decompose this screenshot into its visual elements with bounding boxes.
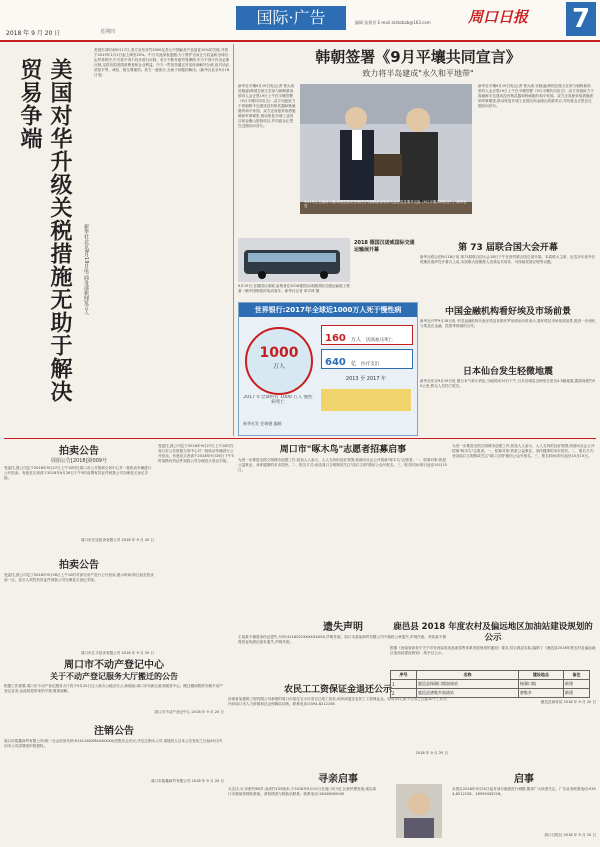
korea-body-left: 新华社平壤9月19日电(记者 程大雨 吴晓凌)韩国总统文在寅与朝鲜最高领导人金正恩19日上午在平壤签署《9月平壤共同宣言》,双方同意致力于将朝鲜半岛建成没有核武器和核威胁的和平家园。双方还同意采取措施缓和军事紧张,推动恢复开城工业园区和金刚山旅游项目,并同意金正恩在近期访问首尔。 bbox=[238, 84, 296, 128]
vertical-divider bbox=[233, 44, 234, 436]
missing-person-photo bbox=[396, 784, 442, 838]
realestate-body: 根据工作需要,周口市不动产登记服务大厅将于9月25日迁入新办公地点办公,新地址:周口市东新区政务服务中心。搬迁期间暂停办理不动产登记业务,由此给您带来的不便,敬请谅解。 bbox=[4, 684, 223, 693]
volunteer-title: 周口市"啄木鸟"志愿者招募启事 bbox=[279, 445, 407, 455]
cell: 1 bbox=[391, 680, 417, 689]
infographic bbox=[238, 302, 418, 436]
auction2-body: 受委托,我公司定于2018年9月28日上午10时对部分房产进行公开拍卖,展示时间:即日起至拍卖前一日。竞买人须凭有效证件到我公司办理竞买登记手续。 bbox=[4, 573, 154, 582]
stat2-label: 医疗支出 bbox=[361, 362, 380, 367]
bus-photo bbox=[238, 238, 350, 282]
forum-body: 新华社开罗9月18日电 中国金融机构代表在埃及首都开罗出席论坛时表示,看好埃及市场发展前景,愿进一步深化与埃及在金融、投资等领域的合作。 bbox=[420, 319, 596, 328]
forum-headline: 中国金融机构看好埃及市场前景 bbox=[444, 307, 571, 317]
luyi-title: 鹿邑县 2018 年度农村及偏远地区加油站建设规划的公示 bbox=[393, 622, 593, 643]
luyi-table bbox=[390, 670, 590, 698]
auction-continued: 受委托,我公司定于2018年9月27日上午10时在周口市公共资源交易中心对一批机动车辆进行公开拍卖。有意竞买者请于2018年9月26日下午5时前携有效证件到我公司办理竞买登记手续。 bbox=[158, 444, 234, 463]
auction2-ad bbox=[4, 556, 154, 654]
masthead: 周口日报 bbox=[468, 8, 529, 26]
stat2-unit: 亿 bbox=[350, 361, 356, 367]
auction2-title: 拍卖公告 bbox=[59, 560, 99, 571]
bus-caption: 2018 德国汉诺威国际交通运输展开幕 bbox=[354, 240, 415, 253]
notice-body: 本报自2018年9月20日起对部分版面进行调整,敬请广大读者关注。广告业务联系电话:0394-8212158、18939435216。 bbox=[452, 787, 596, 796]
realestate-footer: 周口市不动产登记中心 2018 年 9 月 20 日 bbox=[154, 710, 224, 714]
page-number: 7 bbox=[566, 2, 596, 36]
wages-body: 河南省某建筑工程有限公司承建的周口市某住宅小区项目已竣工验收,现申请退还农民工工资保证金。如有异议,请于公示之日起10个工作日内向周口市人力资源和社会保障局反映。联系电话:0394-8212158 bbox=[228, 697, 447, 706]
col-header: 名称 bbox=[417, 671, 519, 680]
korea-subhead: 致力将半岛建成"永久和平地带" bbox=[362, 69, 474, 78]
cell: 新建 bbox=[563, 680, 589, 689]
issue-weekday: 星期四 bbox=[100, 29, 116, 35]
forum-article bbox=[420, 302, 596, 360]
notice-title: 启事 bbox=[514, 774, 534, 785]
un-article bbox=[420, 238, 596, 300]
bus-body: 9月19日,在德国汉诺威,参观者在2018德国汉诺威国际交通运输展上观看一辆中国制造的电动客车。新华社记者 单宇琦 摄 bbox=[238, 284, 350, 293]
auction-ad bbox=[4, 442, 154, 552]
tariff-byline: 新华社北京9月19日电 商务部新闻发言人 bbox=[83, 224, 89, 316]
big-label: 2017 年全球约有 1000 万人 慢性病死亡 bbox=[243, 395, 313, 405]
luyi-table-header bbox=[391, 671, 590, 680]
auction-ref: 周拍公告[2018]第009号 bbox=[50, 458, 108, 464]
notice-ad bbox=[452, 770, 596, 842]
quake-headline: 日本仙台发生轻微地震 bbox=[462, 367, 553, 377]
cell: 鹿邑县唐集乡加油站 bbox=[417, 689, 519, 698]
un-body: 新华社联合国9月18日电 第73届联合国大会18日下午在纽约联合国总部开幕。本届联大主席、厄瓜多尔前外长埃斯皮诺萨在开幕式上说,本届联大将聚焦人类命运共同体、可持续发展议程等议题。 bbox=[420, 255, 596, 264]
tariff-headline: 美国对华升级关税措施无助于解决贸易争端 bbox=[17, 58, 72, 403]
issue-date: 2018 年 9 月 20 日 bbox=[6, 30, 61, 37]
table-row bbox=[391, 680, 590, 689]
stat1-value: 160 bbox=[325, 333, 346, 344]
section-rule bbox=[4, 438, 596, 439]
volunteer-body: 为进一步推进全国文明城市创建工作,营造人人参与、人人支持的良好氛围,现面向社会公开招募"啄木鸟"志愿者。一、招募对象:热爱公益事业、身体健康的本市居民。二、报名方式:登录周口文明网或关注"周口文明"微信公众号报名。三、报名时间:即日起至10月15日。 bbox=[238, 458, 447, 472]
auction-body: 受委托,我公司定于2018年9月27日上午10时在周口市公共资源交易中心对一批机动车辆进行公开拍卖。有意竞买者请于2018年9月26日下午5时前携有效证件到我公司办理竞买登记手续。 bbox=[4, 466, 152, 480]
cell: 2 bbox=[391, 689, 417, 698]
notice-footer: 周口日报社 2018 年 9 月 20 日 bbox=[544, 833, 596, 837]
right-ads-text: 为进一步推进全国文明城市创建工作,营造人人参与、人人支持的良好氛围,现面向社会公开招募"啄木鸟"志愿者。一、招募对象:热爱公益事业、身体健康的本市居民。二、报名方式:登录周口文明网或关注"周口文明"微信公众号报名。三、报名时间:即日起至10月15日。 bbox=[452, 444, 595, 458]
cancel-footer: 周口市铭鑫商贸有限公司 2018 年 9 月 20 日 bbox=[150, 779, 224, 783]
cell: 新建 bbox=[563, 689, 589, 698]
korea-article bbox=[238, 44, 596, 234]
tariff-body: 美国东部时间9月17日,美方宣布对约2000亿美元中国输美产品加征10%的关税,并将于2019年1月1日起上调至25%。中方对此深表遗憾,为了维护自身正当权益和全球自由贸易秩序,中方将不得不同步进行反制。美方不断升级贸易摩擦,中方不得不作出必要反制,这将有损美国消费者和企业利益。中方一贯坚持通过对话协商解决分歧,但对话必须是平等、诚信、相互尊重的。美方一意孤行,无助于问题的解决。(新华社北京9月18日电) bbox=[94, 48, 230, 77]
infographic-title: 世界银行:2017年全球近1000万人死于慢性病 bbox=[239, 303, 417, 317]
table-row bbox=[391, 689, 590, 698]
cell: 杨湖口镇 bbox=[518, 680, 563, 689]
search-ad bbox=[228, 770, 448, 842]
stat3-label: 2013 至 2017 年 bbox=[345, 376, 387, 382]
auction-title: 拍卖公告 bbox=[59, 446, 99, 457]
un-headline: 第 73 届联合国大会开幕 bbox=[458, 243, 558, 253]
stat1-label: 因高血压死亡 bbox=[366, 338, 394, 343]
editor-info: 编辑 张弼君 E-mail zkrbsbzb@163.com bbox=[355, 20, 431, 25]
quake-article bbox=[420, 362, 596, 434]
quake-body: 新华社东京9月19日电 据日本气象厅消息,当地时间19日下午,日本宫城县近海发生里氏4.5级地震,震源深度约50公里,暂无人员伤亡报告。 bbox=[420, 379, 595, 388]
cell: 唐集乡 bbox=[518, 689, 563, 698]
bus-news bbox=[238, 238, 350, 300]
summit-photo-caption: 9月19日,在朝鲜平壤,韩国总统文在寅(左)与朝鲜最高领导人金正恩签署并交换《9月平壤共同宣言》。新华社发 bbox=[304, 200, 467, 208]
infographic-big-circle bbox=[245, 327, 313, 395]
search-body: 无名氏,女,年龄约60岁,身高约155厘米,于2018年9月10日在周口市川汇区被民警发现,现由周口市救助管理站救助。请知情者与救助站联系。联系电话:18436009045 bbox=[228, 787, 377, 796]
page-header bbox=[0, 0, 600, 42]
wages-footer: 2018 年 9 月 20 日 bbox=[415, 751, 448, 755]
big-unit: 万人 bbox=[272, 363, 285, 370]
cell: 鹿邑县杨湖口镇加油站 bbox=[417, 680, 519, 689]
col-header: 备注 bbox=[563, 671, 589, 680]
section-title: 国际·广告 bbox=[236, 6, 346, 30]
col-header: 序号 bbox=[391, 671, 417, 680]
cancel-ad bbox=[4, 722, 224, 840]
stat2-value: 640 bbox=[325, 357, 346, 368]
cancel-body: 周口市铭鑫商贸有限公司(统一社会信用代码:91411602MA44KXXX)经股东会决议,决定注销本公司,请债权人自本公告发布之日起45日内向本公司清算组申报债权。 bbox=[4, 739, 222, 748]
luyi-ad bbox=[390, 622, 596, 764]
wages-title: 农民工工资保证金退还公示 bbox=[283, 685, 392, 695]
volunteer-ad bbox=[238, 442, 448, 616]
realestate-subtitle: 关于不动产登记服务大厅搬迁的公告 bbox=[50, 672, 178, 681]
summit-photo bbox=[300, 84, 472, 214]
auction-footer: 周口市宏达拍卖有限公司 2018 年 9 月 20 日 bbox=[80, 538, 154, 542]
korea-body-right: 新华社平壤9月19日电(记者 程大雨 吴晓凌)韩国总统文在寅与朝鲜最高领导人金正恩19日上午在平壤签署《9月平壤共同宣言》,双方同意致力于将朝鲜半岛建成没有核武器和核威胁的和平家园。双方还同意采取措施缓和军事紧张,推动恢复开城工业园区和金刚山旅游项目,并同意金正恩在近期访问首尔。 bbox=[478, 84, 594, 108]
realestate-ad bbox=[4, 656, 224, 718]
stat1-card bbox=[321, 325, 413, 345]
realestate-title: 周口市不动产登记中心 bbox=[64, 660, 164, 671]
stat2-card bbox=[321, 349, 413, 369]
summit-photo-figure bbox=[300, 84, 472, 214]
cancel-title: 注销公告 bbox=[94, 726, 134, 737]
auction2-footer: 周口市汇丰拍卖有限公司 2018 年 9 月 20 日 bbox=[80, 651, 154, 655]
luyi-footer: 鹿邑县商务局 2018 年 9 月 20 日 bbox=[540, 700, 596, 704]
loss-title: 遗失声明 bbox=[323, 622, 363, 633]
stat1-unit: 万人 bbox=[350, 337, 361, 343]
korea-headline: 韩朝签署《9月平壤共同宣言》 bbox=[315, 48, 521, 66]
search-title: 寻亲启事 bbox=[318, 774, 358, 785]
big-number: 1000 bbox=[259, 345, 299, 361]
infographic-band bbox=[321, 389, 411, 411]
loss-body: 王某某不慎将身份证遗失,号码:41160219XXXXXXXX,声明作废。周口市某某商贸有限公司不慎将公章遗失,声明作废。李某某不慎将营业执照正副本遗失,声明作废。 bbox=[238, 635, 446, 644]
luyi-body: 根据《河南省商务厅关于印发河南省成品油零售体系发展规划的通知》要求,结合我县实际,编制了《鹿邑县2018年度农村及偏远地区加油站建设规划》,现予以公示。 bbox=[390, 646, 596, 655]
infographic-note: 新华社发 任瑞德 编制 bbox=[243, 421, 282, 426]
col-header: 建设地点 bbox=[518, 671, 563, 680]
tariff-article bbox=[4, 44, 232, 436]
